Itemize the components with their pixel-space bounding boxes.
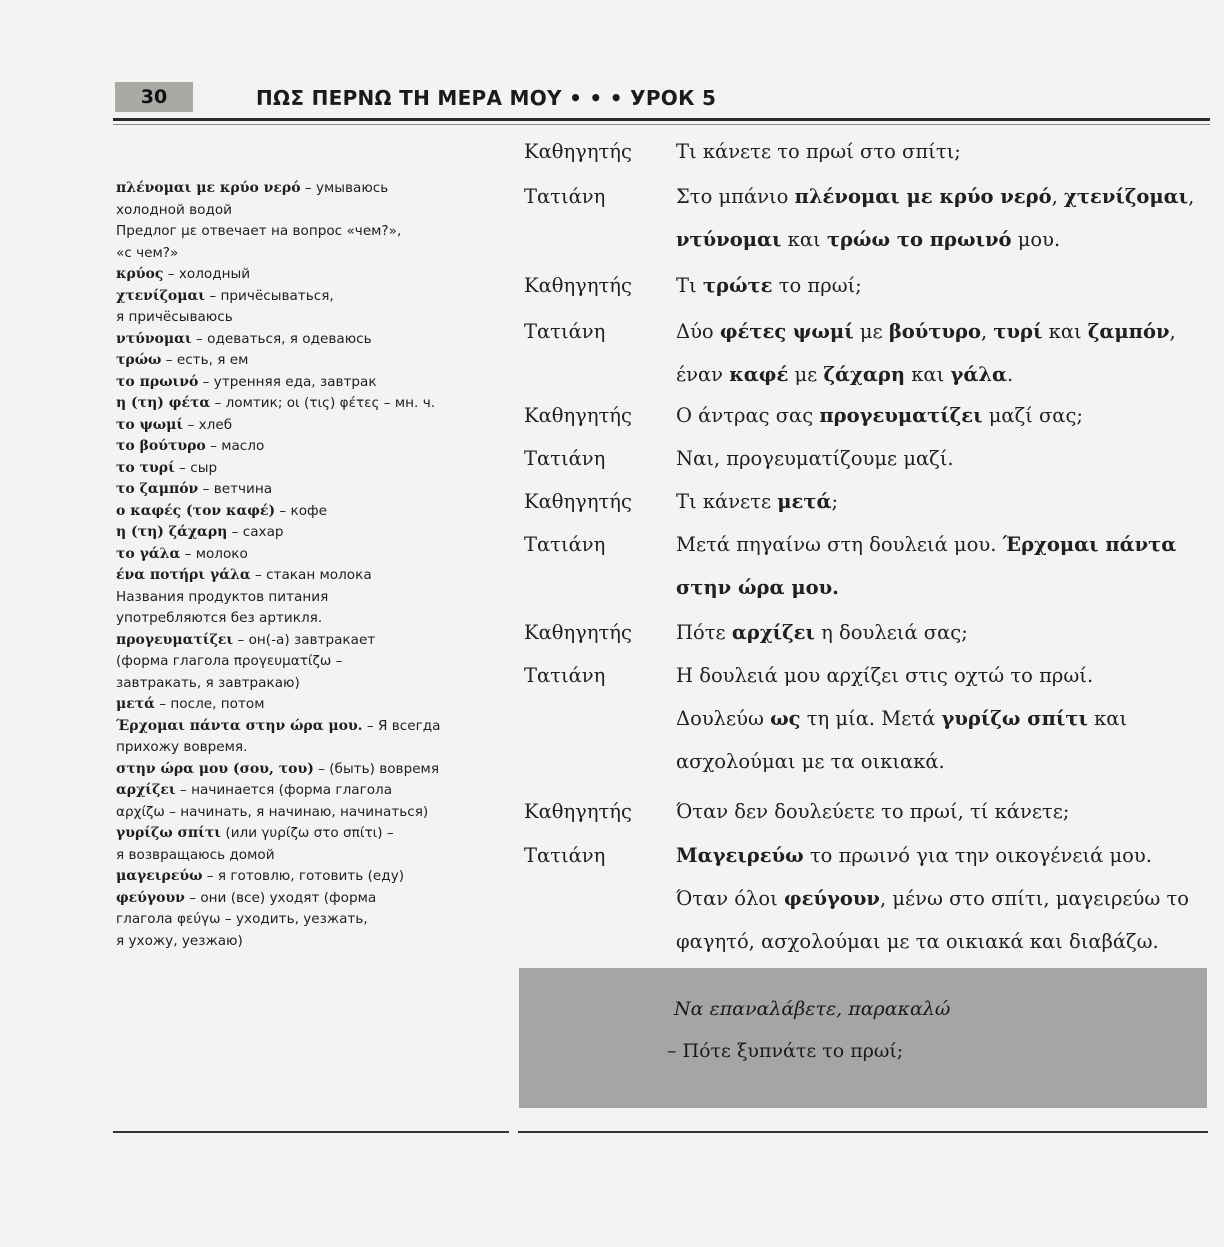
vocab-translation: – хлеб (183, 416, 233, 433)
utterance-line (676, 790, 1214, 833)
vocab-line (116, 544, 456, 566)
vocab-line (116, 221, 456, 243)
utterance (676, 264, 1214, 307)
page-number: 30 (115, 82, 193, 112)
utterance (676, 790, 1214, 833)
utterance-line (676, 310, 1214, 353)
header-rule-thin (113, 124, 1210, 125)
vocab-translation: «с чем?» (116, 244, 179, 261)
vocab-line (116, 737, 456, 759)
vocab-highlight: βούτυρο (888, 320, 981, 343)
vocab-highlight: αρχίζει (731, 621, 815, 644)
vocab-highlight: μετά (777, 490, 832, 513)
dialogue-turn (524, 175, 1214, 261)
vocab-translation: – молоко (180, 545, 248, 562)
vocab-line (116, 780, 456, 802)
vocab-line (116, 823, 456, 845)
vocab-translation: я причёсываюсь (116, 309, 233, 325)
vocab-translation: – сыр (174, 459, 218, 476)
speaker-name: Καθηγητής (524, 274, 632, 297)
utterance-text: , (1169, 320, 1176, 343)
utterance-text: φαγητό, ασχολούμαι με τα οικιακά και διαβάζω. (676, 930, 1159, 953)
vocab-translation: – стакан молока (250, 567, 372, 583)
vocab-highlight: Έρχομαι πάντα (1002, 533, 1177, 556)
utterance-text: , (1188, 185, 1195, 208)
vocab-translation: (форма глагола προγευματίζω – (116, 653, 343, 669)
vocab-translation: – ветчина (198, 481, 273, 497)
vocab-line (116, 565, 456, 587)
vocab-translation: употребляются без артикля. (116, 610, 323, 626)
vocab-line (116, 200, 456, 222)
utterance-text: τη μία. Μετά (800, 707, 942, 730)
vocab-line (116, 178, 456, 200)
vocab-line (116, 307, 456, 329)
vocab-translation: – умываюсь (300, 180, 389, 196)
repeat-exercise-box (519, 968, 1207, 1108)
utterance-text: το πρωινό για την οικογένειά μου. (803, 844, 1152, 867)
vocab-term: η (τη) φέτα (116, 395, 211, 411)
vocab-translation: (или γυρίζω στο σπίτι) – (221, 825, 394, 841)
speaker-name: Τατιάνη (524, 664, 606, 687)
utterance-text: Δύο (676, 320, 720, 343)
footer-rule-right (518, 1131, 1208, 1133)
dialogue-turn (524, 523, 1214, 609)
vocab-translation: – холодный (163, 266, 251, 282)
utterance-text: Πότε (676, 621, 732, 644)
utterance (676, 654, 1214, 783)
vocab-translation: – Я всегда (362, 717, 441, 734)
utterance-text: Όταν όλοι (676, 887, 784, 910)
vocab-line (116, 587, 456, 609)
utterance-line (676, 834, 1214, 877)
vocab-line (116, 264, 456, 286)
utterance-line (676, 611, 1214, 654)
utterance-text: το πρωί; (772, 274, 862, 297)
utterance-text: Όταν δεν δουλεύετε το πρωί, τί κάνετε; (676, 800, 1070, 823)
speaker-name: Καθηγητής (524, 800, 632, 823)
vocab-translation: – ломтик; οι (τις) φέτες – мн. ч. (210, 395, 436, 411)
header-rule (113, 118, 1210, 121)
vocab-term: μαγειρεύω (116, 868, 203, 884)
vocab-line (116, 372, 456, 394)
vocab-highlight: φέτες ψωμί (719, 320, 854, 343)
vocab-line (116, 501, 456, 523)
utterance-text: και (1087, 707, 1128, 730)
utterance-text: με (853, 320, 889, 343)
utterance-text: Δουλεύω (676, 707, 771, 730)
vocab-line (116, 608, 456, 630)
vocabulary-column (116, 178, 456, 952)
vocab-translation: Предлог με отвечает на вопрос «чем?», (116, 223, 402, 239)
utterance (676, 611, 1214, 654)
vocab-highlight: ζαμπόν (1087, 320, 1170, 343)
vocab-line (116, 436, 456, 458)
utterance-line (676, 566, 1214, 609)
vocab-highlight: πλένομαι με κρύο νερό (794, 185, 1052, 208)
dialogue-turn (524, 130, 1214, 173)
vocab-line (116, 393, 456, 415)
dialogue-turn (524, 310, 1214, 396)
vocab-line (116, 651, 456, 673)
vocab-highlight: προγευματίζει (819, 404, 983, 427)
vocab-translation: завтракать, я завтракаю) (116, 674, 300, 691)
vocab-translation: холодной водой (116, 201, 233, 218)
utterance-text: , (1051, 185, 1065, 208)
vocab-line (116, 802, 456, 824)
utterance-text: Τι κάνετε το πρωί στο σπίτι; (676, 140, 961, 163)
vocab-line (116, 243, 456, 265)
vocab-line (116, 673, 456, 695)
vocab-translation: – они (все) уходят (форма (184, 889, 377, 906)
utterance (676, 834, 1214, 963)
vocab-term: το βούτυρο (116, 438, 206, 454)
speaker-name: Τατιάνη (524, 844, 606, 867)
utterance (676, 175, 1214, 261)
footer-rule-left (113, 1131, 509, 1133)
utterance-line (676, 353, 1214, 396)
vocab-translation: – утренняя еда, завтрак (198, 373, 377, 390)
vocab-term: το ζαμπόν (116, 481, 199, 497)
dialogue-turn (524, 834, 1214, 963)
vocab-translation: – он(-а) завтракает (233, 631, 376, 648)
utterance-text: Ο άντρας σας (676, 404, 820, 427)
utterance-text: και (781, 228, 827, 251)
vocab-translation: прихожу вовремя. (116, 739, 248, 755)
speaker-name: Καθηγητής (524, 490, 632, 513)
vocab-line (116, 286, 456, 308)
running-title: ΠΩΣ ΠΕΡΝΩ ΤΗ ΜΕΡΑ ΜΟΥ • • • УРОК 5 (256, 86, 717, 110)
vocab-translation: – кофе (275, 502, 328, 519)
vocab-translation: – (быть) вовремя (313, 760, 439, 777)
vocab-term: πλένομαι με κρύο νερό (116, 180, 301, 196)
speaker-name: Καθηγητής (524, 404, 632, 427)
vocab-line (116, 866, 456, 888)
utterance-line (676, 920, 1214, 963)
utterance-line (676, 480, 1214, 523)
vocab-highlight: τυρί (993, 320, 1043, 343)
utterance-line (676, 394, 1214, 437)
dialogue-turn (524, 437, 1214, 480)
vocab-line (116, 522, 456, 544)
vocab-translation: – сахар (227, 524, 284, 540)
vocab-line (116, 350, 456, 372)
dialogue-turn (524, 264, 1214, 307)
utterance (676, 130, 1214, 173)
utterance-text: μαζί σας; (982, 404, 1083, 427)
utterance-text: Ναι, προγευματίζουμε μαζί. (676, 447, 954, 470)
vocab-line (116, 845, 456, 867)
vocab-highlight: ως (770, 707, 801, 730)
utterance (676, 394, 1214, 437)
dialogue-turn (524, 611, 1214, 654)
vocab-line (116, 479, 456, 501)
utterance-text: , (980, 320, 994, 343)
vocab-term: ένα ποτήρι γάλα (116, 567, 251, 583)
utterance-line (676, 437, 1214, 480)
utterance (676, 310, 1214, 396)
vocab-highlight: φεύγουν (783, 887, 880, 910)
vocab-translation: αρχίζω – начинать, я начинаю, начинаться) (116, 803, 429, 820)
vocab-term: η (τη) ζάχαρη (116, 524, 228, 540)
speaker-name: Τατιάνη (524, 533, 606, 556)
utterance-text: Μετά πηγαίνω στη δουλειά μου. (676, 533, 1003, 556)
utterance-line (676, 218, 1214, 261)
vocab-term: γυρίζω σπίτι (116, 825, 222, 841)
vocab-highlight: καφέ (729, 363, 789, 386)
vocab-term: προγευματίζει (116, 631, 234, 648)
vocab-term: το πρωινό (116, 373, 199, 390)
utterance-line (676, 523, 1214, 566)
vocab-line (116, 630, 456, 652)
vocab-translation: я возвращаюсь домой (116, 846, 275, 863)
vocab-term: το ψωμί (116, 416, 184, 433)
vocab-translation: – причёсываться, (205, 287, 334, 304)
vocab-line (116, 694, 456, 716)
vocab-term: φεύγουν (116, 889, 185, 906)
vocab-translation: – есть, я ем (161, 352, 249, 368)
speaker-name: Καθηγητής (524, 140, 632, 163)
vocab-term: κρύος (116, 266, 164, 282)
vocab-term: ντύνομαι (116, 330, 192, 347)
vocab-highlight: τρώω το πρωινό (826, 228, 1012, 251)
vocab-translation: Названия продуктов питания (116, 588, 329, 605)
utterance-text: , μένω στο σπίτι, μαγειρεύω το (879, 887, 1190, 910)
utterance-line (676, 130, 1214, 173)
repeat-title: Να επαναλάβετε, παρακαλώ (674, 998, 951, 1020)
vocab-line (116, 931, 456, 953)
vocab-translation: я ухожу, уезжаю) (116, 932, 243, 949)
utterance-text: . (1007, 363, 1014, 386)
utterance-line (676, 264, 1214, 307)
vocab-highlight: γάλα (950, 363, 1008, 386)
speaker-name: Τατιάνη (524, 185, 606, 208)
vocab-term: ο καφές (τον καφέ) (116, 502, 276, 519)
dialogue-turn (524, 654, 1214, 783)
vocab-translation: – масло (205, 438, 265, 454)
vocab-term: αρχίζει (116, 782, 176, 798)
utterance-text: Η δουλειά μου αρχίζει στις οχτώ το πρωί. (676, 664, 1094, 687)
vocab-highlight: ζάχαρη (823, 363, 906, 386)
vocab-term: το τυρί (116, 459, 175, 476)
vocab-highlight: Μαγειρεύω (676, 844, 804, 867)
vocab-line (116, 458, 456, 480)
vocab-term: χτενίζομαι (116, 287, 206, 304)
vocab-translation: – я готовлю, готовить (еду) (202, 868, 405, 884)
vocab-translation: – после, потом (154, 696, 265, 712)
dialogue-turn (524, 394, 1214, 437)
utterance-text: έναν (676, 363, 730, 386)
vocab-translation: глагола φεύγω – уходить, уезжать, (116, 911, 368, 927)
utterance-line (676, 175, 1214, 218)
vocab-highlight: ντύνομαι (676, 228, 782, 251)
utterance-text: μου. (1011, 228, 1061, 251)
vocab-translation: – одеваться, я одеваюсь (191, 330, 372, 347)
utterance-line (676, 877, 1214, 920)
vocab-line (116, 909, 456, 931)
utterance-text: η δουλειά σας; (814, 621, 968, 644)
dialogue-turn (524, 790, 1214, 833)
speaker-name: Τατιάνη (524, 320, 606, 343)
utterance-text: Στο μπάνιο (676, 185, 795, 208)
vocab-translation: – начинается (форма глагола (175, 782, 393, 798)
utterance-text: ασχολούμαι με τα οικιακά. (676, 750, 945, 773)
vocab-highlight: στην ώρα μου. (676, 576, 839, 599)
vocab-term: τρώω (116, 352, 162, 368)
vocab-line (116, 759, 456, 781)
vocab-line (116, 716, 456, 738)
utterance (676, 523, 1214, 609)
utterance-text: και (1042, 320, 1088, 343)
vocab-term: μετά (116, 696, 155, 712)
dialogue-turn (524, 480, 1214, 523)
utterance (676, 480, 1214, 523)
vocab-highlight: χτενίζομαι (1064, 185, 1189, 208)
utterance-line (676, 740, 1214, 783)
utterance (676, 437, 1214, 480)
vocab-term: Έρχομαι πάντα στην ώρα μου. (116, 717, 363, 734)
speaker-name: Καθηγητής (524, 621, 632, 644)
vocab-highlight: τρώτε (702, 274, 773, 297)
utterance-text: και (905, 363, 951, 386)
utterance-text: Τι κάνετε (676, 490, 778, 513)
vocab-highlight: γυρίζω σπίτι (941, 707, 1088, 730)
utterance-line (676, 697, 1214, 740)
speaker-name: Τατιάνη (524, 447, 606, 470)
vocab-line (116, 415, 456, 437)
utterance-text: Τι (676, 274, 703, 297)
utterance-line (676, 654, 1214, 697)
utterance-text: ; (831, 490, 839, 513)
vocab-line (116, 329, 456, 351)
repeat-question: – Πότε ξυπνάτε το πρωί; (667, 1040, 904, 1062)
vocab-term: το γάλα (116, 545, 181, 562)
utterance-text: με (788, 363, 824, 386)
vocab-term: στην ώρα μου (σου, του) (116, 760, 314, 777)
vocab-line (116, 888, 456, 910)
